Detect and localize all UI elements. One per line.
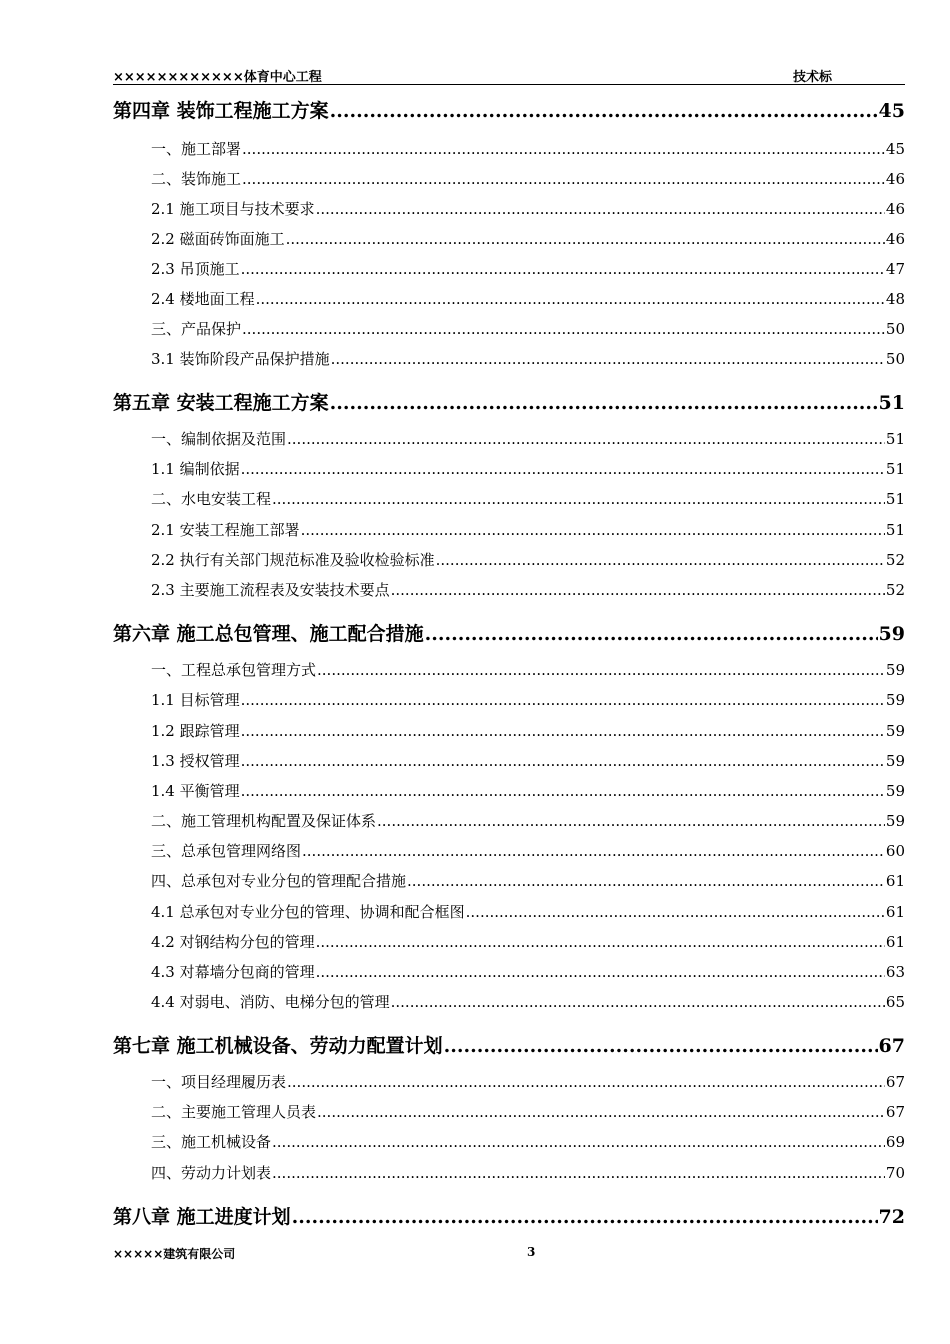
toc-page-number: 52 — [885, 581, 905, 599]
toc-entry-title: 4.3 对幕墙分包商的管理 — [151, 963, 315, 981]
toc-entry-title: 一、工程总承包管理方式 — [151, 661, 317, 679]
toc-dot-leader — [391, 993, 885, 1011]
toc-entry[interactable] — [113, 1131, 905, 1152]
toc-entry[interactable] — [113, 258, 905, 279]
page-header — [113, 64, 905, 85]
toc-entry-title: 第八章 施工进度计划 — [113, 1206, 291, 1228]
toc-dot-leader — [316, 200, 885, 218]
toc-entry[interactable] — [113, 579, 905, 600]
toc-dot-leader — [242, 170, 885, 188]
toc-page-number: 65 — [885, 993, 905, 1011]
toc-entry[interactable] — [113, 488, 905, 509]
toc-page-number: 48 — [885, 290, 905, 308]
toc-entry[interactable] — [113, 198, 905, 219]
toc-page-number: 46 — [885, 200, 905, 218]
toc-dot-leader — [466, 903, 885, 921]
toc-dot-leader — [330, 392, 878, 414]
toc-entry-title: 4.4 对弱电、消防、电梯分包的管理 — [151, 993, 390, 1011]
toc-page-number: 59 — [878, 623, 905, 645]
toc-entry-title: 4.1 总承包对专业分包的管理、协调和配合框图 — [151, 903, 465, 921]
toc-page-number: 70 — [885, 1164, 905, 1182]
toc-entry[interactable] — [113, 720, 905, 741]
toc-entry-title: 四、总承包对专业分包的管理配合措施 — [151, 872, 407, 890]
toc-entry[interactable] — [113, 288, 905, 309]
toc-entry-title: 二、水电安装工程 — [151, 490, 272, 508]
toc-entry-title: 1.1 编制依据 — [151, 460, 240, 478]
toc-dot-leader — [292, 1206, 878, 1228]
toc-dot-leader — [302, 842, 885, 860]
toc-page-number: 51 — [885, 460, 905, 478]
toc-entry[interactable] — [113, 348, 905, 369]
toc-dot-leader — [317, 661, 885, 679]
toc-page-number: 61 — [885, 872, 905, 890]
toc-entry-title: 一、项目经理履历表 — [151, 1073, 287, 1091]
toc-entry[interactable] — [113, 228, 905, 249]
toc-dot-leader — [272, 490, 885, 508]
toc-dot-leader — [425, 623, 878, 645]
toc-entry-title: 第六章 施工总包管理、施工配合措施 — [113, 623, 424, 645]
toc-entry[interactable] — [113, 901, 905, 922]
toc-entry-title: 三、总承包管理网络图 — [151, 842, 302, 860]
toc-entry[interactable] — [113, 1162, 905, 1183]
toc-page-number: 52 — [885, 551, 905, 569]
header-project-title: ××××××××××××体育中心工程 — [113, 70, 322, 85]
toc-entry-title: 第五章 安装工程施工方案 — [113, 392, 329, 414]
toc-entry-title: 2.3 主要施工流程表及安装技术要点 — [151, 581, 390, 599]
toc-dot-leader — [241, 752, 885, 770]
toc-chapter-entry[interactable] — [113, 388, 905, 415]
toc-entry[interactable] — [113, 549, 905, 570]
toc-dot-leader — [242, 320, 885, 338]
toc-entry-title: 第四章 装饰工程施工方案 — [113, 100, 329, 122]
toc-entry-title: 2.1 安装工程施工部署 — [151, 521, 300, 539]
toc-page-number: 45 — [885, 140, 905, 158]
toc-entry[interactable] — [113, 1101, 905, 1122]
toc-chapter-entry[interactable] — [113, 1202, 905, 1229]
toc-entry-title: 第七章 施工机械设备、劳动力配置计划 — [113, 1035, 443, 1057]
toc-dot-leader — [316, 933, 885, 951]
toc-chapter-entry[interactable] — [113, 1031, 905, 1058]
toc-entry-title: 二、施工管理机构配置及保证体系 — [151, 812, 377, 830]
toc-chapter-entry[interactable] — [113, 96, 905, 123]
footer-page-number: 3 — [527, 1245, 536, 1259]
toc-page-number: 61 — [885, 903, 905, 921]
toc-page-number: 61 — [885, 933, 905, 951]
toc-page-number: 51 — [885, 521, 905, 539]
toc-entry-title: 1.3 授权管理 — [151, 752, 240, 770]
toc-dot-leader — [287, 1073, 885, 1091]
toc-entry[interactable] — [113, 659, 905, 680]
toc-entry-title: 2.3 吊顶施工 — [151, 260, 240, 278]
toc-entry-title: 一、编制依据及范围 — [151, 430, 287, 448]
toc-entry[interactable] — [113, 961, 905, 982]
toc-dot-leader — [272, 1164, 885, 1182]
toc-page-number: 59 — [885, 782, 905, 800]
toc-entry-title: 二、装饰施工 — [151, 170, 242, 188]
toc-dot-leader — [391, 581, 885, 599]
toc-page-number: 67 — [885, 1073, 905, 1091]
toc-dot-leader — [242, 140, 885, 158]
toc-dot-leader — [241, 722, 885, 740]
toc-entry-title: 2.2 磁面砖饰面施工 — [151, 230, 285, 248]
toc-page-number: 59 — [885, 722, 905, 740]
toc-entry-title: 1.2 跟踪管理 — [151, 722, 240, 740]
toc-dot-leader — [241, 460, 885, 478]
toc-entry[interactable] — [113, 750, 905, 771]
toc-page-number: 60 — [885, 842, 905, 860]
toc-entry-title: 2.1 施工项目与技术要求 — [151, 200, 315, 218]
toc-dot-leader — [241, 691, 885, 709]
toc-dot-leader — [444, 1035, 878, 1057]
toc-page-number: 59 — [885, 812, 905, 830]
toc-dot-leader — [331, 350, 885, 368]
toc-page-number: 50 — [885, 320, 905, 338]
toc-page-number: 67 — [878, 1035, 905, 1057]
toc-entry[interactable] — [113, 458, 905, 479]
toc-page-number: 59 — [885, 661, 905, 679]
toc-entry[interactable] — [113, 810, 905, 831]
toc-page-number: 63 — [885, 963, 905, 981]
toc-dot-leader — [301, 521, 885, 539]
toc-entry-title: 一、施工部署 — [151, 140, 242, 158]
toc-entry[interactable] — [113, 168, 905, 189]
header-doc-type: 技术标 — [793, 70, 833, 85]
toc-page-number: 59 — [885, 691, 905, 709]
toc-entry[interactable] — [113, 931, 905, 952]
toc-page-number: 69 — [885, 1133, 905, 1151]
toc-page-number: 72 — [878, 1206, 905, 1228]
toc-entry[interactable] — [113, 519, 905, 540]
toc-entry-title: 三、产品保护 — [151, 320, 242, 338]
toc-entry[interactable] — [113, 1071, 905, 1092]
toc-page-number: 59 — [885, 752, 905, 770]
toc-entry-title: 2.2 执行有关部门规范标准及验收检验标准 — [151, 551, 435, 569]
toc-entry-title: 三、施工机械设备 — [151, 1133, 272, 1151]
toc-dot-leader — [317, 1103, 885, 1121]
toc-entry[interactable] — [113, 689, 905, 710]
toc-dot-leader — [272, 1133, 885, 1151]
toc-entry[interactable] — [113, 318, 905, 339]
toc-entry[interactable] — [113, 780, 905, 801]
toc-page-number: 45 — [878, 100, 905, 122]
toc-dot-leader — [286, 230, 885, 248]
toc-dot-leader — [316, 963, 885, 981]
toc-page-number: 51 — [885, 430, 905, 448]
toc-page-number: 51 — [878, 392, 905, 414]
toc-dot-leader — [241, 782, 885, 800]
toc-entry-title: 2.4 楼地面工程 — [151, 290, 255, 308]
toc-chapter-entry[interactable] — [113, 619, 905, 646]
toc-entry-title: 四、劳动力计划表 — [151, 1164, 272, 1182]
toc-entry[interactable] — [113, 138, 905, 159]
toc-page-number: 67 — [885, 1103, 905, 1121]
toc-entry[interactable] — [113, 428, 905, 449]
toc-entry[interactable] — [113, 870, 905, 891]
toc-entry-title: 1.1 目标管理 — [151, 691, 240, 709]
toc-dot-leader — [377, 812, 885, 830]
toc-page-number: 50 — [885, 350, 905, 368]
toc-page-number: 51 — [885, 490, 905, 508]
footer-company: ×××××建筑有限公司 — [113, 1247, 236, 1261]
toc-entry-title: 1.4 平衡管理 — [151, 782, 240, 800]
toc-dot-leader — [330, 100, 878, 122]
toc-dot-leader — [436, 551, 885, 569]
toc-entry[interactable] — [113, 840, 905, 861]
toc-entry[interactable] — [113, 991, 905, 1012]
toc-entry-title: 3.1 装饰阶段产品保护措施 — [151, 350, 330, 368]
toc-entry-title: 4.2 对钢结构分包的管理 — [151, 933, 315, 951]
toc-dot-leader — [241, 260, 885, 278]
toc-dot-leader — [287, 430, 885, 448]
toc-page-number: 46 — [885, 170, 905, 188]
toc-dot-leader — [256, 290, 885, 308]
toc-page-number: 47 — [885, 260, 905, 278]
toc-entry-title: 二、主要施工管理人员表 — [151, 1103, 317, 1121]
toc-dot-leader — [407, 872, 885, 890]
toc-page-number: 46 — [885, 230, 905, 248]
